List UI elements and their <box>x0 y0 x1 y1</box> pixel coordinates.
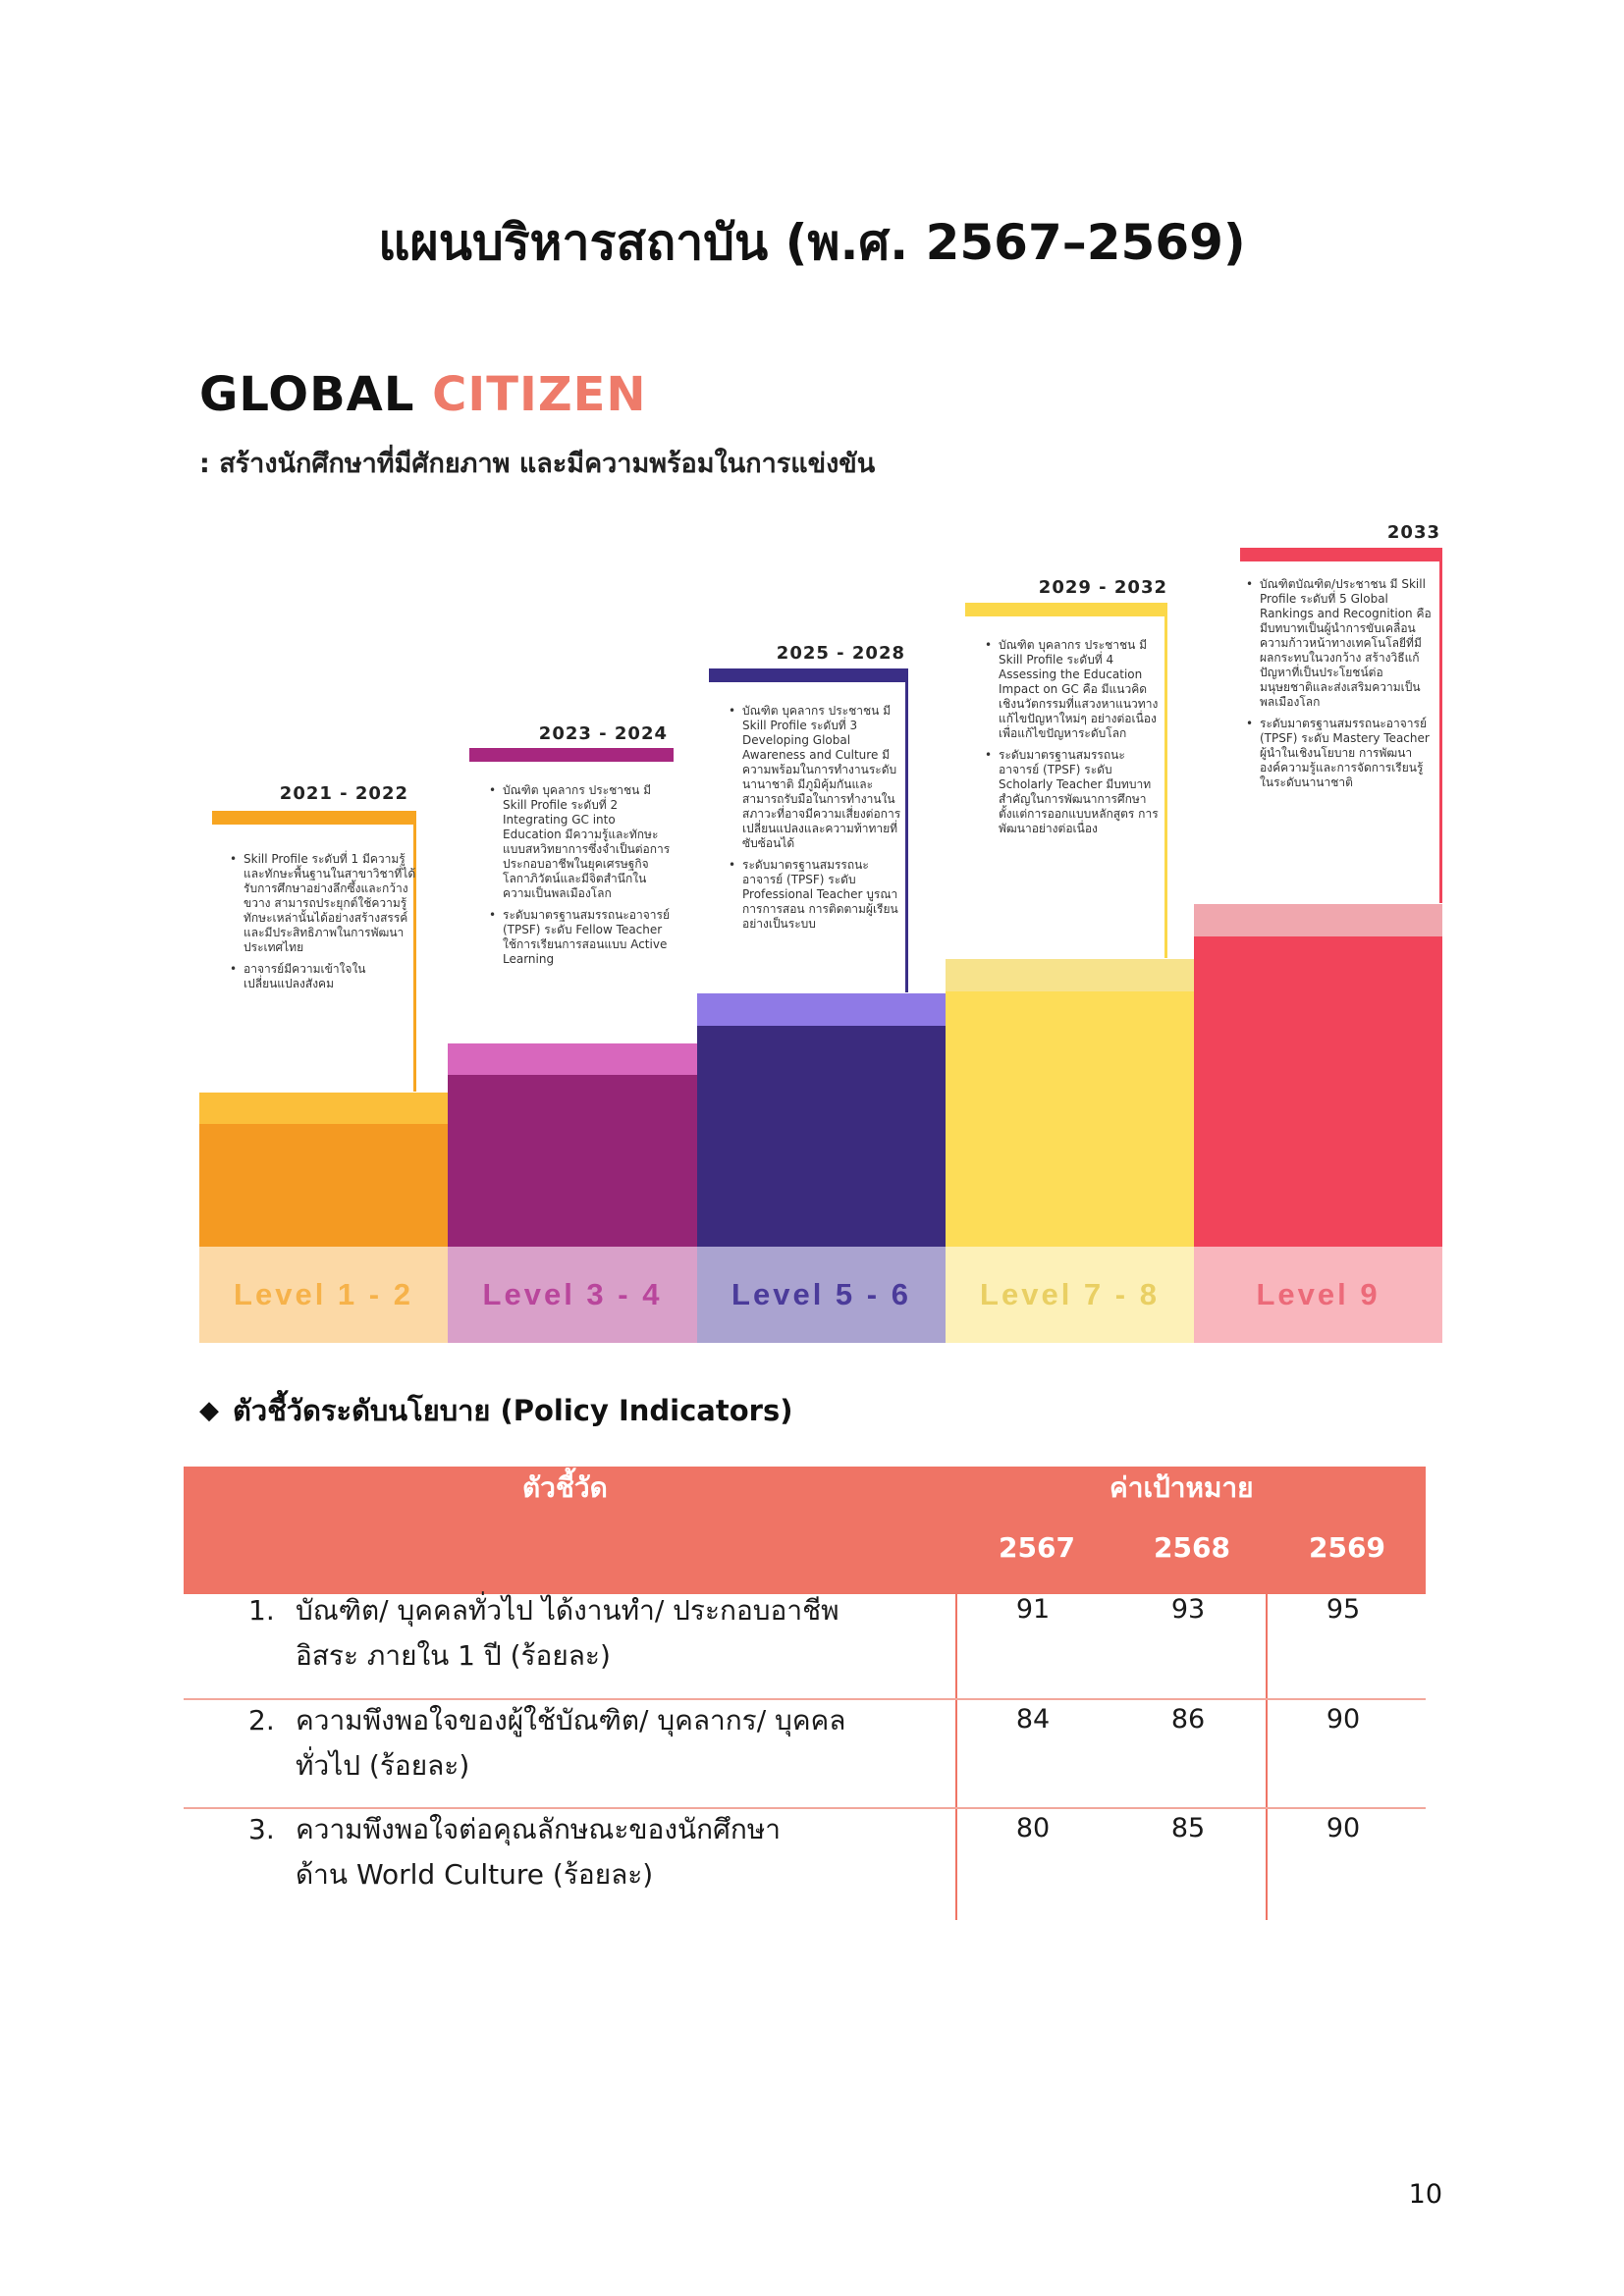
step-card-list <box>985 638 1164 843</box>
row-value-2567: 91 <box>1015 1594 1051 1625</box>
step-card-bar <box>709 668 908 682</box>
row-indicator-line2: ทั่วไป (ร้อยละ) <box>296 1749 470 1782</box>
step-level-label: Level 1 - 2 <box>199 1247 448 1343</box>
policy-indicator-table <box>184 1467 1426 1920</box>
step-card-edge <box>905 668 908 992</box>
row-indicator-line2: อิสระ ภายใน 1 ปี (ร้อยละ) <box>296 1639 611 1672</box>
step-top <box>1194 904 1442 936</box>
step-card-edge <box>1164 603 1167 958</box>
step-body <box>448 1075 697 1247</box>
indicator-column-header: ตัวชี้วัด <box>522 1471 608 1504</box>
step-card-item: • ระดับมาตรฐานสมรรถนะอาจารย์ (TPSF) ระดับ Scholarly Teacher มีบทบาทสำคัญในการพัฒนาการศึกษา ตั้งแต่การออกแบบหลักสูตร การพัฒนาอย่างต่อเนื่อง <box>985 748 1164 836</box>
step-level-label: Level 9 <box>1194 1247 1442 1343</box>
step-card-bar <box>1240 548 1442 561</box>
table-column-divider <box>1266 1594 1268 1920</box>
step-year: 2029 - 2032 <box>1038 577 1167 598</box>
step-card-1 <box>212 811 416 1092</box>
step-card-item: • บัณฑิตบัณฑิต/ประชาชน มี Skill Profile ระดับที่ 5 Global Rankings and Recognition คือมีบทบาทเป็นผู้นำการขับเคลื่อนความก้าวหน้าทางเทคโนโลยีที่มีผลกระทบในวงกว้าง สร้างวิธีแก้ปัญหาที่เป็นประโยชน์ต่อมนุษยชาติและส่งเสริมความเป็นพลเมืองโลก <box>1246 577 1433 710</box>
step-card-bar <box>965 603 1167 616</box>
step-year: 2025 - 2028 <box>776 643 905 664</box>
step-year: 2033 <box>1386 522 1440 543</box>
step-card-item: • ระดับมาตรฐานสมรรถนะอาจารย์ (TPSF) ระดับ Professional Teacher บูรณาการการสอน การติดตามผู้เรียนอย่างเป็นระบบ <box>729 858 905 932</box>
diamond-bullet-icon: ◆ <box>199 1396 219 1425</box>
step-card-3 <box>709 668 908 992</box>
step-card-bar <box>212 811 416 825</box>
step-level-label: Level 3 - 4 <box>448 1247 697 1343</box>
row-number: 1. <box>248 1594 275 1627</box>
step-card-2 <box>469 748 674 1042</box>
row-value-2569: 90 <box>1326 1813 1361 1843</box>
step-level-label: Level 5 - 6 <box>697 1247 946 1343</box>
year-header: 2567 <box>999 1531 1075 1564</box>
page-title: แผนบริหารสถาบัน (พ.ศ. 2567–2569) <box>378 214 1246 271</box>
row-indicator-line1: ความพึงพอใจต่อคุณลักษณะของนักศึกษา <box>296 1813 782 1845</box>
step-body <box>697 1026 946 1247</box>
year-header: 2569 <box>1309 1531 1385 1564</box>
page-number: 10 <box>1408 2179 1442 2210</box>
row-value-2567: 84 <box>1015 1704 1051 1735</box>
row-value-2568: 86 <box>1170 1704 1206 1735</box>
row-value-2568: 85 <box>1170 1813 1206 1843</box>
step-card-item: • Skill Profile ระดับที่ 1 มีความรู้และทักษะพื้นฐานในสาขาวิชาที่ได้รับการศึกษาอย่างลึกซึ้งและกว้างขวาง สามารถประยุกต์ใช้ความรู้ ทักษะเหล่านั้นได้อย่างสร้างสรรค์และมีประสิทธิภาพในการพัฒนาประเทศไทย <box>230 852 416 955</box>
step-card-5 <box>1240 548 1442 903</box>
row-value-2567: 80 <box>1015 1813 1051 1843</box>
step-card-4 <box>965 603 1167 958</box>
step-card-item: • บัณฑิต บุคลากร ประชาชน มี Skill Profile ระดับที่ 3 Developing Global Awareness and Culture มีความพร้อมในการทำงานระดับนานาชาติ มีภูมิคุ้มกันและสามารถรับมือในการทำงานในสภาวะที่อาจมีความเสี่ยงต่อการเปลี่ยนแปลงและความท้าทายที่ซับซ้อนได้ <box>729 704 905 851</box>
step-card-bar <box>469 748 674 762</box>
row-indicator-line2: ด้าน World Culture (ร้อยละ) <box>296 1858 654 1891</box>
section-title <box>199 367 647 422</box>
step-year: 2023 - 2024 <box>538 723 668 744</box>
step-card-list <box>230 852 416 998</box>
table-column-divider <box>955 1594 957 1920</box>
target-column-header: ค่าเป้าหมาย <box>1110 1471 1254 1504</box>
step-body <box>946 991 1194 1247</box>
step-body <box>1194 936 1442 1247</box>
section-title-citizen: CITIZEN <box>432 367 647 422</box>
step-top <box>946 959 1194 991</box>
step-card-item: • ระดับมาตรฐานสมรรถนะอาจารย์ (TPSF) ระดับ Mastery Teacher ผู้นำในเชิงนโยบาย การพัฒนาองค์ความรู้และการจัดการเรียนรู้ในระดับนานาชาติ <box>1246 717 1433 790</box>
row-value-2569: 90 <box>1326 1704 1361 1735</box>
row-value-2568: 93 <box>1170 1594 1206 1625</box>
step-top <box>199 1093 448 1124</box>
step-card-list <box>489 783 674 974</box>
step-card-item: • ระดับมาตรฐานสมรรถนะอาจารย์ (TPSF) ระดับ Fellow Teacher ใช้การเรียนการสอนแบบ Active Learning <box>489 908 674 967</box>
step-level-label: Level 7 - 8 <box>946 1247 1194 1343</box>
row-indicator-line1: บัณฑิต/ บุคคลทั่วไป ได้งานทำ/ ประกอบอาชีพ <box>296 1594 839 1627</box>
section-title-global: GLOBAL <box>199 367 415 422</box>
step-card-item: • บัณฑิต บุคลากร ประชาชน มี Skill Profile ระดับที่ 2 Integrating GC into Education มีความรู้และทักษะแบบสหวิทยาการซึ่งจำเป็นต่อการประกอบอาชีพในยุคเศรษฐกิจโลกาภิวัตน์และมีจิตสำนึกในความเป็นพลเมืองโลก <box>489 783 674 901</box>
row-value-2569: 95 <box>1326 1594 1361 1625</box>
row-indicator-line1: ความพึงพอใจของผู้ใช้บัณฑิต/ บุคลากร/ บุคคล <box>296 1704 846 1736</box>
step-card-item: • อาจารย์มีความเข้าใจในเปลี่ยนแปลงสังคม <box>230 962 416 991</box>
row-number: 2. <box>248 1704 275 1736</box>
step-year: 2021 - 2022 <box>279 783 408 804</box>
step-top <box>697 993 946 1026</box>
step-card-item: • บัณฑิต บุคลากร ประชาชน มี Skill Profile ระดับที่ 4 Assessing the Education Impact on GC คือ มีแนวคิดเชิงนวัตกรรมที่แสวงหาแนวทางแก้ไขปัญหาใหม่ๆ อย่างต่อเนื่องเพื่อแก้ไขปัญหาระดับโลก <box>985 638 1164 741</box>
step-top <box>448 1043 697 1075</box>
step-card-list <box>1246 577 1433 797</box>
section-subtitle: : สร้างนักศึกษาที่มีศักยภาพ และมีความพร้อมในการแข่งขัน <box>199 449 876 479</box>
policy-heading <box>199 1388 792 1433</box>
step-body <box>199 1124 448 1247</box>
step-card-edge <box>1439 548 1442 903</box>
row-number: 3. <box>248 1813 275 1845</box>
year-header: 2568 <box>1154 1531 1230 1564</box>
step-card-list <box>729 704 905 938</box>
policy-heading-text: ตัวชี้วัดระดับนโยบาย (Policy Indicators) <box>233 1394 793 1427</box>
